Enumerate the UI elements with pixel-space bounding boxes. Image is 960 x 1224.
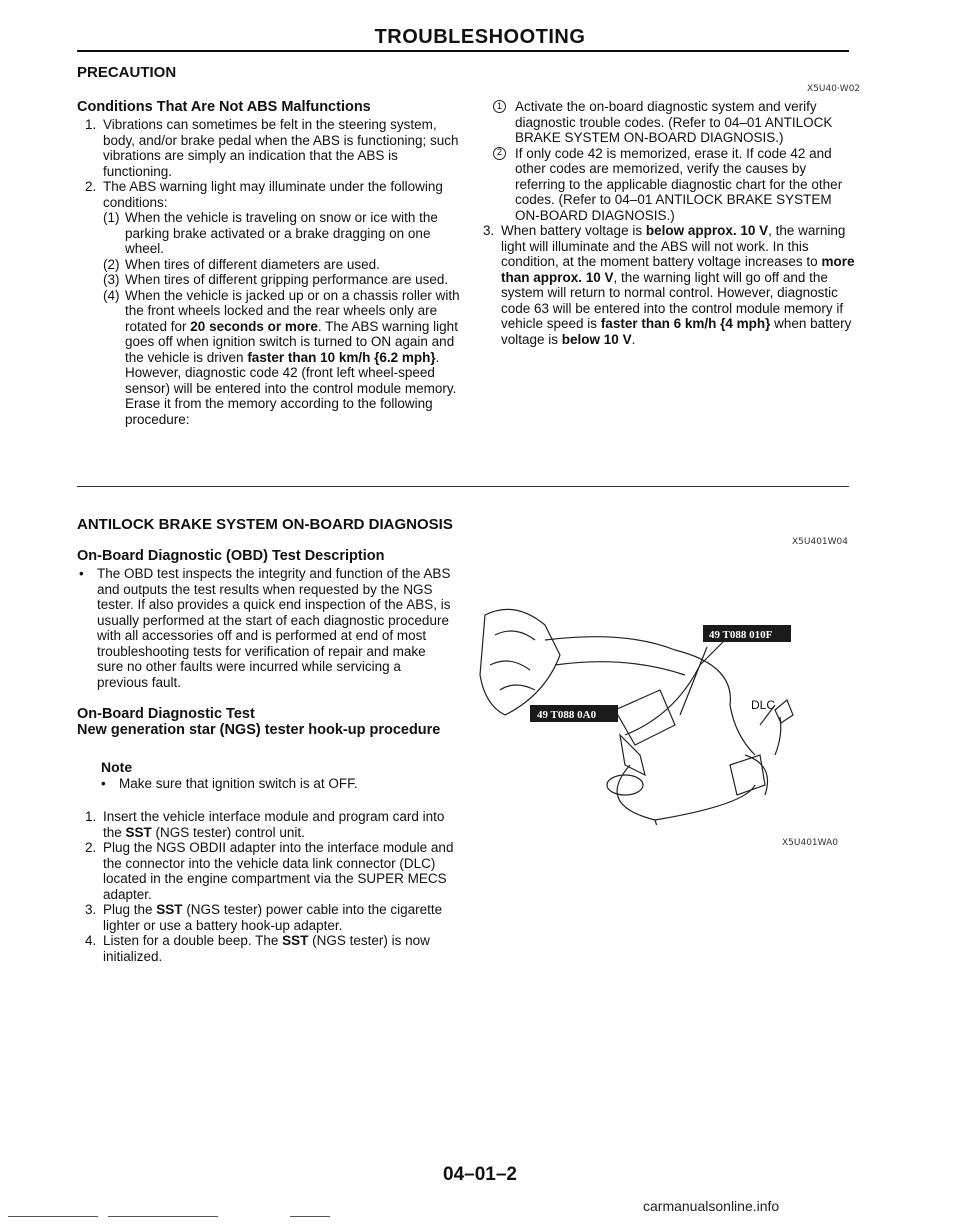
list-item: 1. Vibrations can sometimes be felt in the steering system, body, and/or brake pedal when the ABS is functioning; such vibrations are simply an indication that the ABS is functioning.: [77, 117, 463, 179]
precaution-sub-2: When tires of different diameters are used.: [125, 256, 380, 272]
precaution-heading: PRECAUTION: [77, 64, 177, 81]
precaution-left-column: [77, 99, 463, 427]
obd-hookup-heading: New generation star (NGS) tester hook-up procedure: [77, 722, 441, 738]
list-item: 3. When battery voltage is below approx. 10 V, the warning light will illuminate and the ABS will not work. In this condition, at the moment battery voltage increases to more than approx. 10 V, the warning light will go off and the system will return to normal control. However, diagnostic code 63 will be entered into the control module memory if vehicle speed is faster than 6 km/h {4 mph} when battery voltage is below 10 V.: [483, 223, 855, 347]
circled-number-1-icon: 1: [493, 100, 506, 113]
scan-artifact-line: [108, 1216, 218, 1217]
page-number: 04–01–2: [443, 1164, 517, 1185]
obd-test-heading: On-Board Diagnostic Test: [77, 706, 255, 722]
tag-49t088010f-label: 49 T088 010F: [709, 629, 773, 641]
list-item: [483, 99, 855, 146]
title-rule: [77, 50, 849, 52]
scan-artifact-line: [8, 1216, 98, 1217]
obd-desc-heading: On-Board Diagnostic (OBD) Test Description: [77, 548, 385, 564]
note-title: Note: [101, 759, 133, 775]
obd-step-4: Listen for a double beep. The SST (NGS tester) is now initialized.: [103, 933, 430, 964]
list-item: 2. Plug the NGS OBDII adapter into the interface module and the connector into the vehicle data link connector (DLC) located in the engine compartment via the SUPER MECS adapter.: [85, 840, 454, 902]
illustration-code: X5U401WA0: [782, 838, 838, 848]
watermark-text: carmanualsonline.info: [643, 1198, 780, 1214]
note-block: [77, 760, 455, 791]
precaution-step-1: Activate the on-board diagnostic system and verify diagnostic trouble codes. (Refer to 04–01 ANTILOCK BRAKE SYSTEM ON-BOARD DIAGNOSIS.): [515, 99, 833, 145]
precaution-item-2: The ABS warning light may illuminate under the following conditions:: [103, 179, 443, 210]
precaution-sub-4: When the vehicle is jacked up or on a chassis roller with the front wheels locked and the rear wheels only are rotated for 20 seconds or more. The ABS warning light goes off when ignition switch is turned to ON again and the vehicle is driven faster than 10 km/h {6.2 mph}. However, diagnostic code 42 (front left wheel-speed sensor) will be entered into the control module memory. Erase it from the memory according to the following procedure:: [125, 287, 460, 427]
precaution-item-1: Vibrations can sometimes be felt in the steering system, body, and/or brake pedal when the ABS is functioning; such vibrations are simply an indication that the ABS is functioning.: [103, 117, 459, 179]
list-item: 4. Listen for a double beep. The SST (NGS tester) is now initialized.: [77, 933, 455, 964]
precaution-code: X5U40‧W02: [807, 84, 861, 94]
precaution-subheading: Conditions That Are Not ABS Malfunctions: [77, 99, 371, 115]
page-title: TROUBLESHOOTING: [374, 26, 586, 48]
list-item: • The OBD test inspects the integrity and function of the ABS and outputs the test results when requested by the NGS tester. If also provides a quick end inspection of the ABS, is usually performed at the start of each diagnostic procedure with all accessories off and is performed at end of most troubleshooting tests for verification of repair and make sure no other faults were incurred while servicing a previous fault.: [77, 566, 455, 690]
obd-step-3: Plug the SST (NGS tester) power cable into the cigarette lighter or use a battery hook-up adapter.: [103, 902, 443, 933]
precaution-sub-1: When the vehicle is traveling on snow or ice with the parking brake activated or a brake dragging on one wheel.: [125, 210, 438, 256]
section-divider: [77, 486, 849, 487]
list-item: 2. The ABS warning light may illuminate under the following conditions:: [77, 179, 463, 210]
obd-code: X5U401W04: [792, 537, 849, 547]
obd-desc-text: The OBD test inspects the integrity and function of the ABS and outputs the test results when requested by the NGS tester. If also provides a quick end inspection of the ABS, is usually performed at the start of each diagnostic procedure with all accessories off and is performed at end of most troubleshooting tests for verification of repair and make sure no other faults were incurred while servicing a previous fault.: [97, 566, 451, 690]
list-item: (1) When the vehicle is traveling on snow or ice with the parking brake activated or a brake dragging on one wheel.: [77, 210, 463, 257]
obd-step-1: Insert the vehicle interface module and program card into the SST (NGS tester) control unit.: [103, 809, 445, 840]
obd-left-column: [77, 548, 455, 964]
precaution-item-3: When battery voltage is below approx. 10 V, the warning light will illuminate and the ABS will not work. In this condition, at the moment battery voltage increases to more than approx. 10 V, the warning light will go off and the system will return to normal control. However, diagnostic code 63 will be entered into the control module memory if vehicle speed is faster than 6 km/h {4 mph} when battery voltage is below 10 V.: [501, 223, 855, 347]
scan-artifact-line: [290, 1216, 330, 1217]
list-item: (2) When tires of different diameters are used.: [103, 256, 380, 272]
list-item: (4) When the vehicle is jacked up or on a chassis roller with the front wheels locked and the rear wheels only are rotated for 20 seconds or more. The ABS warning light goes off when ignition switch is turned to ON again and the vehicle is driven faster than 10 km/h {6.2 mph}. However, diagnostic code 42 (front left wheel-speed sensor) will be entered into the control module memory. Erase it from the memory according to the following procedure:: [77, 288, 463, 428]
note-text: Make sure that ignition switch is at OFF.: [119, 775, 358, 791]
precaution-step-2: If only code 42 is memorized, erase it. If code 42 and other codes are memorized, verify the causes by referring to the applicable diagnostic chart for the other codes. (Refer to 04–01 ANTILOCK BRAKE SYSTEM ON-BOARD DIAGNOSIS.): [515, 145, 843, 223]
dlc-label: DLC: [751, 698, 776, 712]
list-item: 3. Plug the SST (NGS tester) power cable into the cigarette lighter or use a battery hook-up adapter.: [77, 902, 455, 933]
tag-49t0880a0-label: 49 T088 0A0: [537, 709, 597, 721]
ngs-hookup-illustration: [475, 595, 875, 825]
obd-heading: ANTILOCK BRAKE SYSTEM ON-BOARD DIAGNOSIS: [77, 516, 453, 533]
list-item: [483, 146, 855, 224]
circled-number-2-icon: 2: [493, 147, 506, 160]
list-item: (3) When tires of different gripping performance are used.: [103, 272, 449, 287]
list-item: • Make sure that ignition switch is at OFF.: [101, 775, 358, 791]
precaution-sub-3: When tires of different gripping performance are used.: [125, 272, 449, 287]
precaution-right-column: [483, 99, 855, 347]
list-item: 1. Insert the vehicle interface module and program card into the SST (NGS tester) control unit.: [77, 809, 455, 840]
obd-step-2: Plug the NGS OBDII adapter into the interface module and the connector into the vehicle data link connector (DLC) located in the engine compartment via the SUPER MECS adapter.: [103, 840, 454, 902]
